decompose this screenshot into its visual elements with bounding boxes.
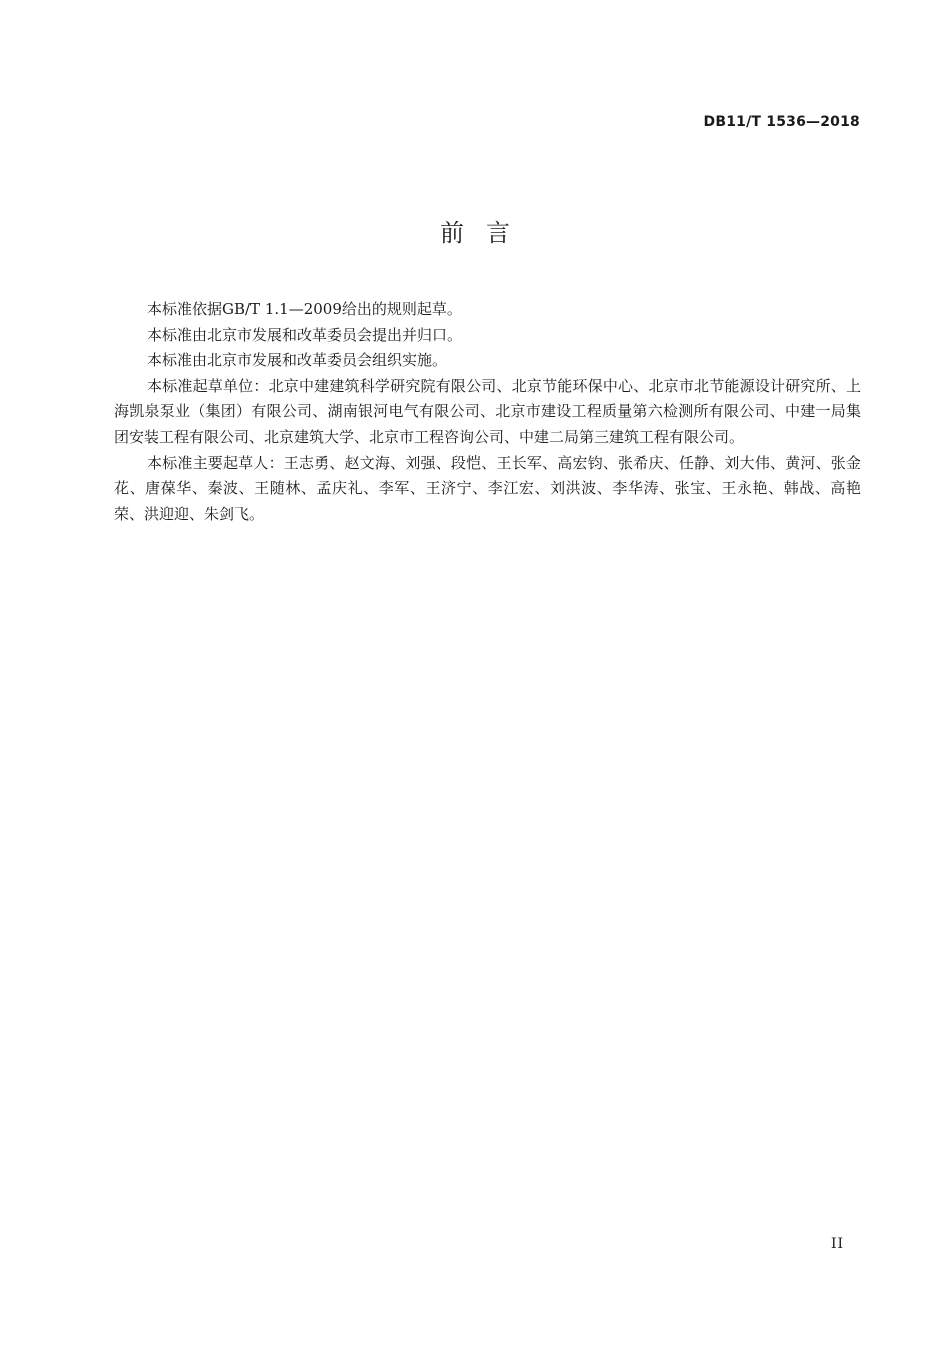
paragraph-drafters: 本标准主要起草人：王志勇、赵文海、刘强、段恺、王长军、高宏钧、张希庆、任静、刘大伟、黄河、张金花、唐葆华、秦波、王随林、孟庆礼、李军、王济宁、李江宏、刘洪波、李华涛、张宝、王永艳、韩战、高艳荣、洪迎迎、朱剑飞。: [114, 453, 861, 523]
paragraph-drafting-units: 本标准起草单位：北京中建建筑科学研究院有限公司、北京节能环保中心、北京市北节能源设计研究所、上海凯泉泵业（集团）有限公司、湖南银河电气有限公司、北京市建设工程质量第六检测所有限公司、中建一局集团安装工程有限公司、北京建筑大学、北京市工程咨询公司、中建二局第三建筑工程有限公司。: [114, 376, 861, 446]
page-number: II: [830, 1236, 844, 1252]
paragraph-implementer: 本标准由北京市发展和改革委员会组织实施。: [147, 351, 448, 370]
foreword-body: [114, 297, 861, 527]
document-id: DB11/T 1536—2018: [703, 114, 860, 130]
paragraph-drafting-rules: 本标准依据GB/T 1.1—2009给出的规则起草。: [147, 300, 462, 318]
page-title: 前言: [440, 219, 532, 247]
paragraph-proposer: 本标准由北京市发展和改革委员会提出并归口。: [147, 325, 463, 344]
